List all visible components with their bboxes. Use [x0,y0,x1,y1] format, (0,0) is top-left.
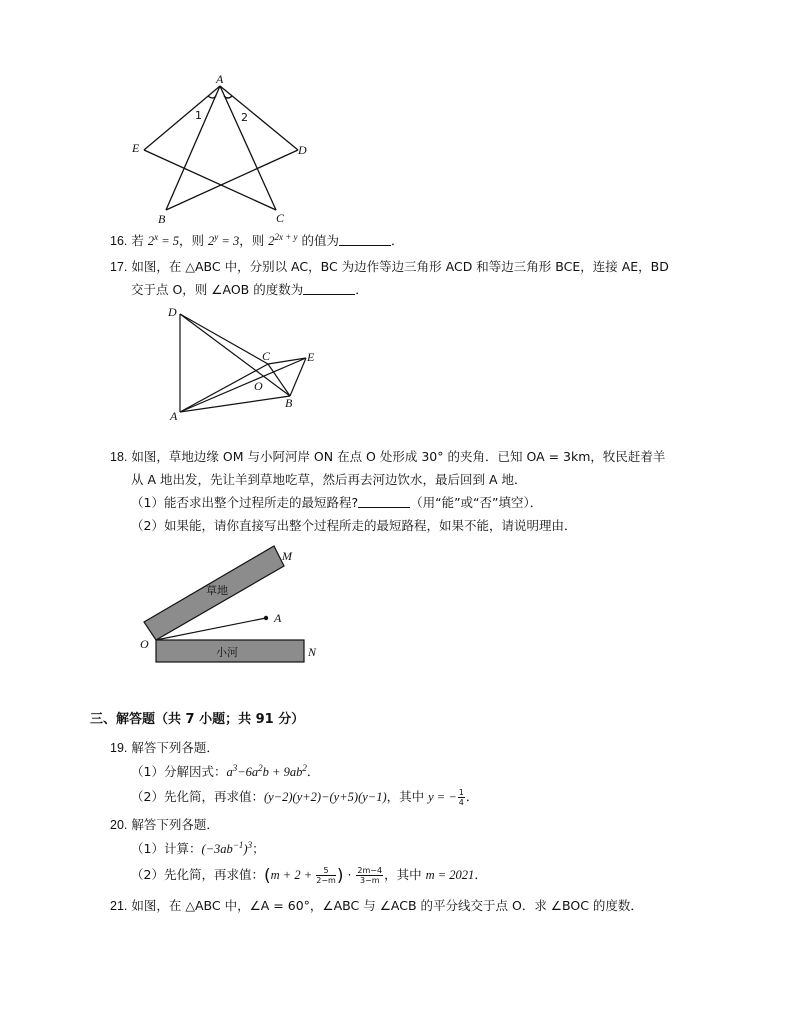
label-C: C [276,211,285,225]
question-19-part1: （1）分解因式：$a^3-6a^2b + 9ab^2$． [131,762,320,779]
question-18-line3: （1）能否求出整个过程所走的最短路程? （用“能”或“否”填空）． [131,495,543,510]
label-D: D [168,305,177,319]
question-21: 21. 如图，在 △ABC 中，∠A = 60°，∠ABC 与 ∠ACB 的平分线交于点 O．求 ∠BOC 的度数． [110,898,643,913]
label-B: B [158,212,166,226]
fraction: $\frac{2m-4}{3-m}$ [357,866,383,885]
answer-blank-17[interactable] [303,282,355,295]
answer-blank-18[interactable] [358,495,410,508]
label-E: E [307,350,315,364]
star-figure [120,72,320,230]
label-A: A [274,611,282,625]
label-A: A [170,409,178,423]
section-heading: 三、解答题（共 7 小题；共 91 分） [90,712,305,727]
question-20-part2: （2）先化简，再求值：(m + 2 + $\frac{5}{2-m}$ ) · $\frac{2m-4}{3-m}$ ，其中 m = 2021． [131,866,487,886]
river-label: 小河 [216,646,238,659]
label-E: E [132,141,140,155]
angle-1-label: 1 [195,109,202,122]
label-C: C [262,349,271,363]
question-17-line2: 交于点 O，则 ∠AOB 的度数为 ． [131,282,368,297]
label-N: N [308,645,317,659]
label-B: B [285,396,293,410]
question-19-part2: （2）先化简，再求值：(y−2)(y+2)−(y+5)(y−1)，其中 y = − $\frac{1}{4}$ ． [131,788,479,807]
fraction: $\frac{1}{4}$ [458,788,464,807]
angle-2-label: 2 [241,111,248,124]
question-16: 16. 若 $2^x = 5$，则 $2^y = 3$，则 $2^{2x + y}$ 的值为 ． [110,231,404,248]
fraction: $\frac{5}{2-m}$ [316,866,336,885]
label-D: D [298,143,307,157]
label-O: O [254,379,263,393]
answer-blank-16[interactable] [339,233,391,246]
label-M: M [282,549,292,563]
question-19-line1: 19. 解答下列各题． [110,740,219,755]
question-18-line4: （2）如果能，请你直接写出整个过程所走的最短路程，如果不能，请说明理由． [131,518,577,533]
question-18-line1: 18. 如图，草地边缘 OM 与小阿河岸 ON 在点 O 处形成 30° 的夹角．已知 OA = 3km，牧民赶着羊 [110,449,666,464]
equilateral-triangles-figure [160,304,330,424]
label-A: A [216,72,224,86]
question-17-line1: 17. 如图，在 △ABC 中，分别以 AC，BC 为边作等边三角形 ACD 和等边三角形 BCE，连接 AE，BD [110,259,669,274]
question-20-part1: （1）计算：$(-3ab^{-1})^3$； [131,839,265,856]
label-O: O [140,637,149,651]
grassland-river-figure [136,540,326,670]
grass-label: 草地 [206,584,228,597]
question-18-line2: 从 A 地出发，先让羊到草地吃草，然后再去河边饮水，最后回到 A 地． [131,472,527,487]
question-20-line1: 20. 解答下列各题． [110,817,219,832]
